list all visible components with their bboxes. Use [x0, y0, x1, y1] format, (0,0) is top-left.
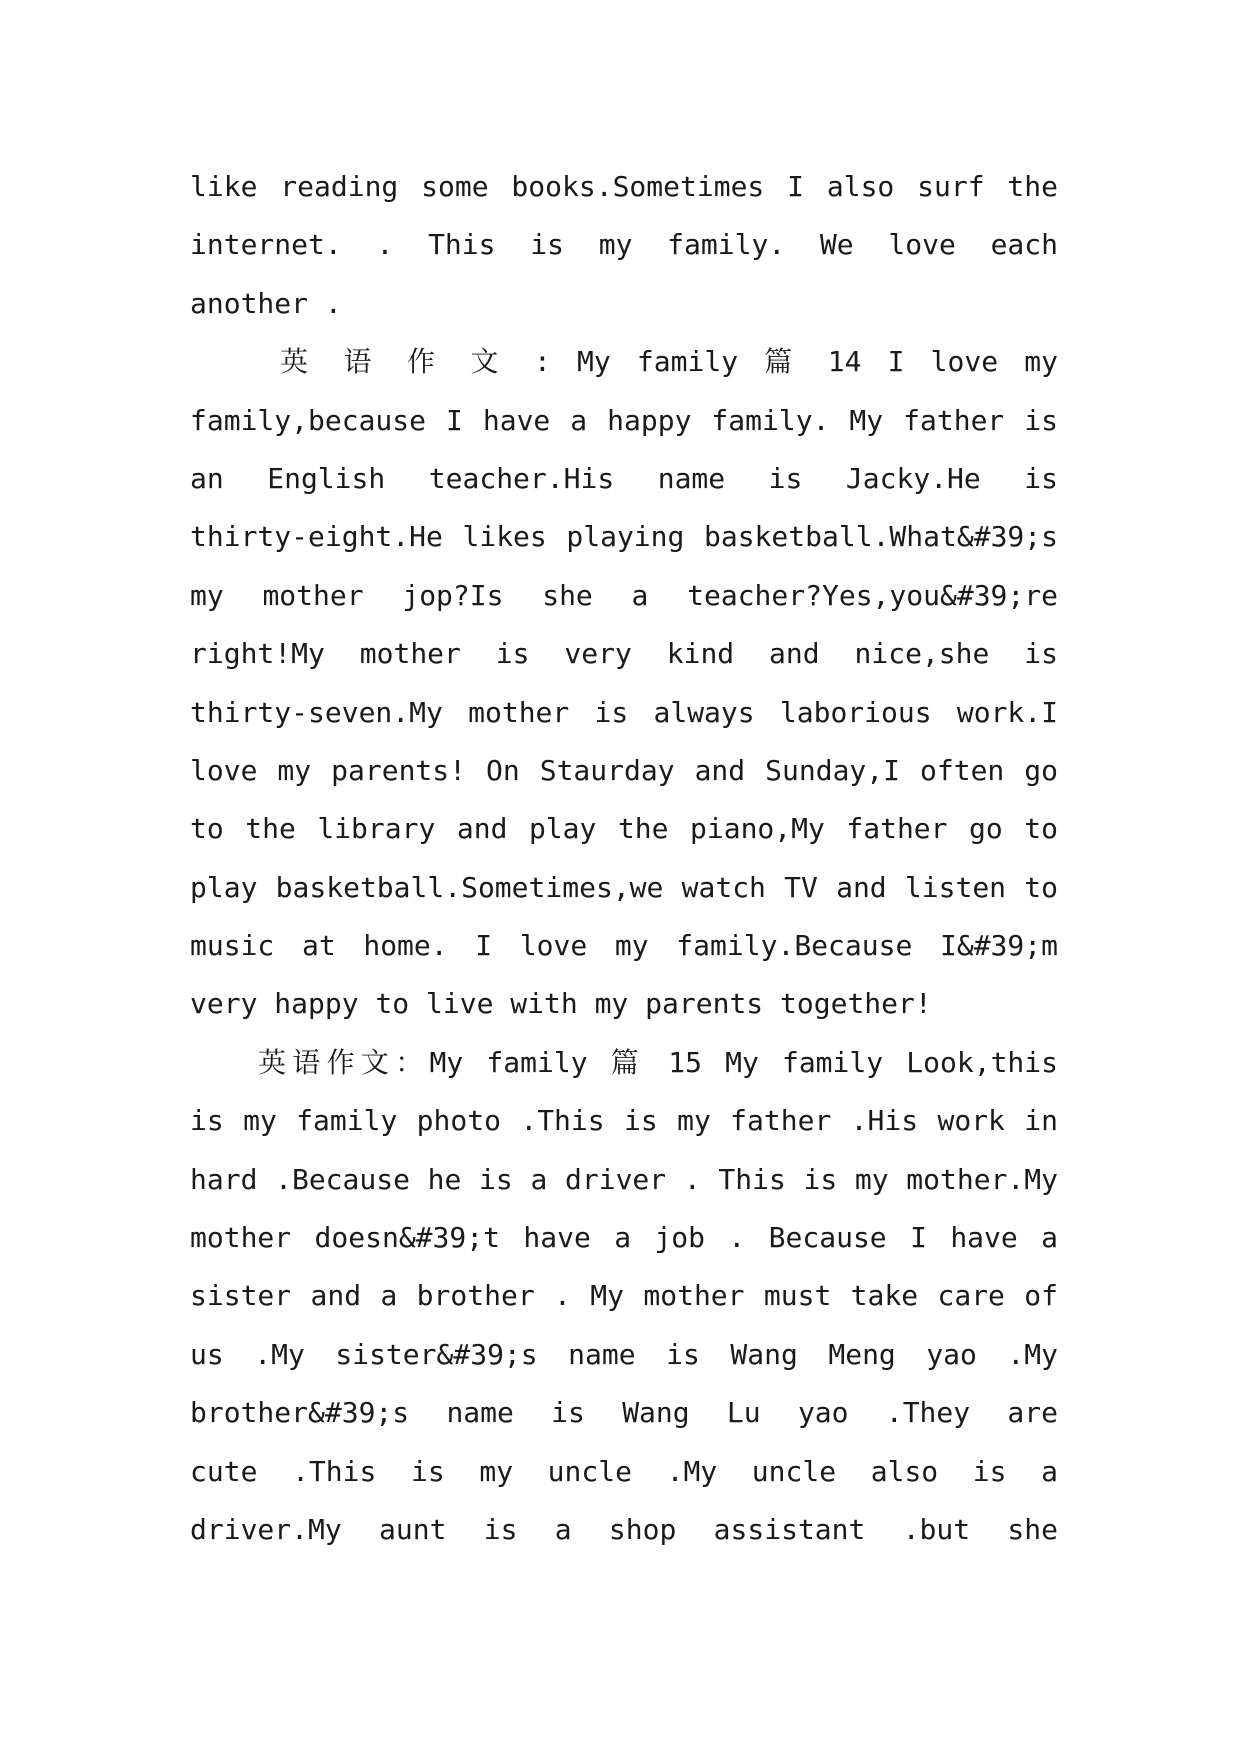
section-heading-line: 英 语 作 文 : My family 篇 14 I love my: [280, 345, 1058, 379]
text-line: to the library and play the piano,My father go to: [190, 812, 1058, 846]
text-line: love my parents! On Staurday and Sunday,I often go: [190, 753, 1058, 787]
text-line: is my family photo .This is my father .His work in: [190, 1104, 1058, 1138]
text-line: play basketball.Sometimes,we watch TV and listen to: [190, 870, 1058, 904]
text-line: my mother jop?Is she a teacher?Yes,you&#39;re: [190, 578, 1058, 612]
text-line: sister and a brother . My mother must take care of: [190, 1279, 1058, 1313]
text-line: family,because I have a happy family. My father is: [190, 403, 1058, 437]
text-line: us .My sister&#39;s name is Wang Meng yao .My: [190, 1337, 1058, 1371]
text-line: right!My mother is very kind and nice,she is: [190, 637, 1058, 671]
section-heading-line: 英语作文：My family 篇 15 My family Look,this: [258, 1045, 1058, 1079]
text-line: mother doesn&#39;t have a job . Because I have a: [190, 1221, 1058, 1255]
text-line: an English teacher.His name is Jacky.He is: [190, 461, 1058, 495]
text-line: another .: [190, 286, 342, 320]
text-line: internet. . This is my family. We love each: [190, 228, 1058, 262]
text-line: music at home. I love my family.Because I&#39;m: [190, 929, 1058, 963]
text-line: very happy to live with my parents together!: [190, 987, 932, 1021]
text-line: thirty-eight.He likes playing basketball.What&#39;s: [190, 520, 1058, 554]
text-line: brother&#39;s name is Wang Lu yao .They are: [190, 1396, 1058, 1430]
text-line: driver.My aunt is a shop assistant .but she: [190, 1512, 1058, 1546]
text-line: hard .Because he is a driver . This is my mother.My: [190, 1162, 1058, 1196]
text-line: cute .This is my uncle .My uncle also is a: [190, 1454, 1058, 1488]
essay-text: [190, 158, 1058, 1559]
text-line: thirty-seven.My mother is always laborious work.I: [190, 695, 1058, 729]
text-line: like reading some books.Sometimes I also surf the: [190, 170, 1058, 203]
